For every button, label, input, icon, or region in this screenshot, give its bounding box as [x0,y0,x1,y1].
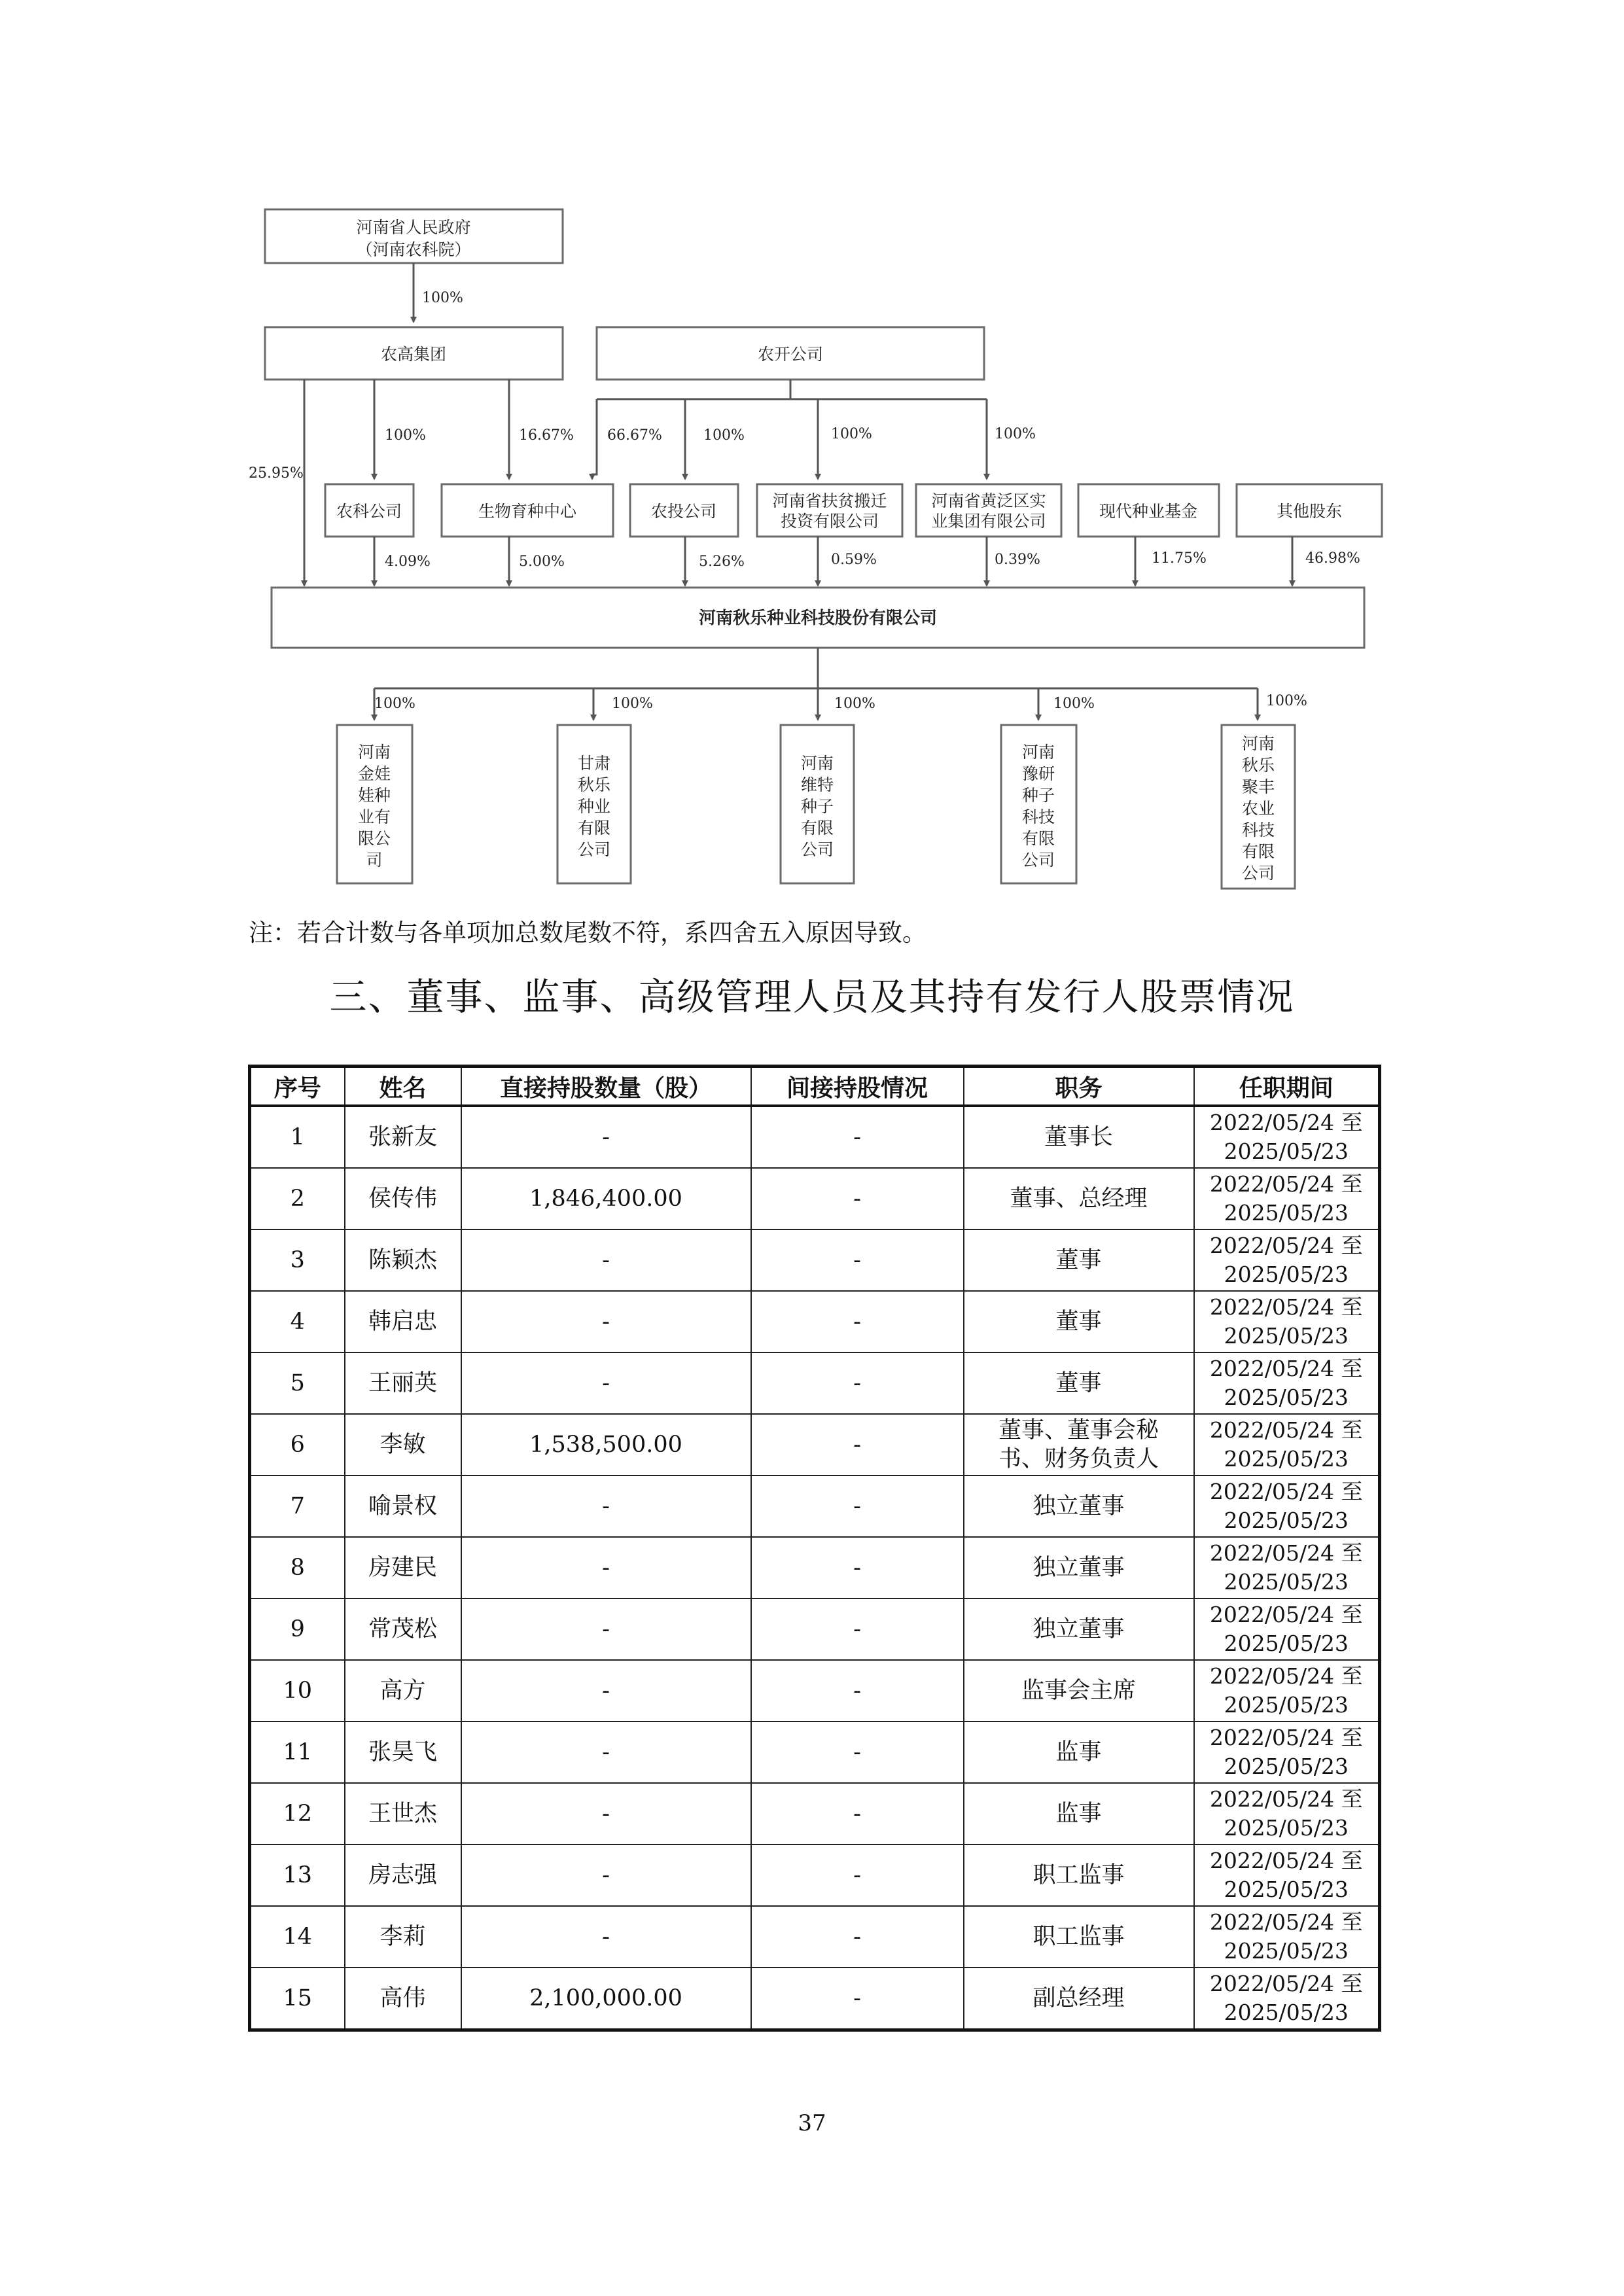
term-start: 2022/05/24 至 [1209,1602,1363,1627]
table-header-row [250,1067,1380,1106]
cell-position [964,1352,1194,1414]
cell-term [1194,1168,1380,1229]
node-subsidiary-4 [1001,725,1076,883]
node-subsidiary-3 [781,725,854,883]
cell-direct-holding: - [461,1537,751,1598]
term-end: 2025/05/23 [1224,2000,1349,2025]
cell-term [1194,1906,1380,1968]
node-nongkai-label: 农开公司 [757,345,824,364]
cell-no: 3 [250,1229,345,1291]
page-number: 37 [798,2110,826,2136]
cell-direct-holding: - [461,1660,751,1722]
sub-1-line-3: 娃种 [357,786,391,805]
cell-position [964,1229,1194,1291]
cell-indirect-holding: - [751,1291,964,1352]
sub-3-line-2: 维特 [800,775,834,794]
cell-direct-holding: - [461,1722,751,1783]
table-row [250,1352,1380,1414]
cell-term [1194,1475,1380,1537]
term-end: 2025/05/23 [1224,1938,1349,1964]
cell-direct-holding: 2,100,000.00 [461,1968,751,2030]
cell-term [1194,1106,1380,1168]
node-subsidiary-2 [557,725,631,883]
cell-direct-holding: 1,846,400.00 [461,1168,751,1229]
cell-term [1194,1660,1380,1722]
node-fupin-line2: 投资有限公司 [780,512,879,531]
sub-2-line-1: 甘肃 [577,754,611,773]
cell-name: 陈颖杰 [345,1229,461,1291]
cell-no: 4 [250,1291,345,1352]
cell-term [1194,1845,1380,1906]
cell-indirect-holding: - [751,1352,964,1414]
pct-sub-2: 100% [612,696,653,712]
pct-sub-4: 100% [1053,696,1095,712]
node-nongkai [597,327,984,380]
term-start: 2022/05/24 至 [1209,1971,1363,1996]
sub-1-line-5: 限公 [357,829,391,848]
node-nonggao-group-label: 农高集团 [380,345,447,364]
cell-direct-holding: - [461,1845,751,1906]
cell-indirect-holding: - [751,1906,964,1968]
cell-term [1194,1229,1380,1291]
sub-4-line-5: 有限 [1021,829,1055,848]
term-start: 2022/05/24 至 [1209,1356,1363,1381]
sub-5-line-2: 秋乐 [1241,756,1275,775]
header-direct-holding: 直接持股数量（股） [461,1067,751,1106]
term-end: 2025/05/23 [1224,1446,1349,1472]
term-start: 2022/05/24 至 [1209,1294,1363,1320]
node-nongke [325,484,414,537]
pct-bio-to-issuer: 5.00% [519,554,565,570]
cell-indirect-holding: - [751,1968,964,2030]
node-subsidiary-5 [1222,725,1295,889]
cell-direct-holding: - [461,1475,751,1537]
cell-direct-holding: - [461,1291,751,1352]
sub-4-line-4: 科技 [1021,807,1055,826]
header-name: 姓名 [345,1067,461,1106]
header-no: 序号 [250,1067,345,1106]
table-row [250,1229,1380,1291]
cell-position [964,1537,1194,1598]
term-end: 2025/05/23 [1224,1815,1349,1841]
sub-5-line-1: 河南 [1241,734,1275,753]
sub-2-line-4: 有限 [577,819,611,838]
pct-nongkai-to-bio: 66.67% [607,427,662,444]
sub-5-line-3: 聚丰 [1241,777,1275,796]
cell-indirect-holding: - [751,1660,964,1722]
cell-term [1194,1291,1380,1352]
pct-huangfan-to-issuer: 0.39% [995,552,1040,568]
node-henan-government-line1: 河南省人民政府 [356,218,471,237]
position-line: 监事 [1055,1801,1102,1827]
node-others-label: 其他股东 [1276,502,1343,521]
sub-1-line-1: 河南 [357,743,391,762]
cell-no: 13 [250,1845,345,1906]
sub-2-line-3: 种业 [577,797,611,816]
term-start: 2022/05/24 至 [1209,1786,1363,1812]
header-term: 任职期间 [1194,1067,1380,1106]
term-end: 2025/05/23 [1224,1200,1349,1226]
cell-direct-holding: - [461,1352,751,1414]
sub-2-line-2: 秋乐 [577,775,611,794]
table-row [250,1783,1380,1845]
pct-fund-to-issuer: 11.75% [1152,550,1207,567]
edge-nongkai-bus-left [597,380,790,399]
cell-no: 11 [250,1722,345,1783]
cell-term [1194,1352,1380,1414]
pct-group-to-nongke: 100% [385,427,426,444]
node-nongtou-label: 农投公司 [650,502,717,521]
term-start: 2022/05/24 至 [1209,1909,1363,1935]
node-huangfan-group [916,484,1061,537]
cell-indirect-holding: - [751,1537,964,1598]
table-row [250,1968,1380,2030]
table-row [250,1845,1380,1906]
holdings-table-body [250,1106,1380,2030]
cell-position [964,1475,1194,1537]
pct-group-to-bio: 16.67% [519,427,574,444]
table-row [250,1722,1380,1783]
cell-term [1194,1537,1380,1598]
cell-position [964,1845,1194,1906]
position-line: 独立董事 [1033,1616,1125,1642]
term-end: 2025/05/23 [1224,1692,1349,1718]
cell-name: 高伟 [345,1968,461,2030]
cell-name: 王世杰 [345,1783,461,1845]
sub-3-line-3: 种子 [800,797,834,816]
position-line: 独立董事 [1033,1555,1125,1581]
term-start: 2022/05/24 至 [1209,1233,1363,1258]
position-line: 书、财务负责人 [998,1446,1159,1472]
cell-direct-holding: - [461,1598,751,1660]
position-line: 职工监事 [1033,1862,1125,1888]
node-other-shareholders [1237,484,1382,537]
cell-no: 12 [250,1783,345,1845]
node-nongke-label: 农科公司 [336,502,402,521]
cell-no: 7 [250,1475,345,1537]
cell-no: 1 [250,1106,345,1168]
node-fupin-line1: 河南省扶贫搬迁 [772,491,887,510]
ownership-structure-diagram [0,0,1624,903]
cell-name: 王丽英 [345,1352,461,1414]
pct-nongtou-to-issuer: 5.26% [699,554,745,570]
term-end: 2025/05/23 [1224,1385,1349,1410]
position-line: 独立董事 [1033,1493,1125,1519]
term-start: 2022/05/24 至 [1209,1848,1363,1873]
cell-indirect-holding: - [751,1414,964,1475]
cell-term [1194,1968,1380,2030]
table-row [250,1168,1380,1229]
cell-term [1194,1598,1380,1660]
term-start: 2022/05/24 至 [1209,1540,1363,1566]
sub-4-line-2: 豫研 [1021,764,1055,783]
holdings-table-wrapper [248,1065,1378,2032]
pct-nongkai-to-huangfan: 100% [995,426,1036,442]
section-heading: 三、董事、监事、高级管理人员及其持有发行人股票情况 [329,976,1295,1019]
cell-no: 10 [250,1660,345,1722]
cell-direct-holding: - [461,1906,751,1968]
position-line: 副总经理 [1033,1985,1125,2011]
cell-name: 房建民 [345,1537,461,1598]
cell-position [964,1722,1194,1783]
cell-no: 9 [250,1598,345,1660]
sub-4-line-3: 种子 [1021,786,1055,805]
cell-position [964,1168,1194,1229]
sub-5-line-6: 有限 [1241,842,1275,861]
cell-name: 侯传伟 [345,1168,461,1229]
cell-indirect-holding: - [751,1598,964,1660]
sub-4-line-1: 河南 [1021,743,1055,762]
node-bio-label: 生物育种中心 [478,502,577,521]
cell-name: 喻景权 [345,1475,461,1537]
cell-indirect-holding: - [751,1475,964,1537]
term-start: 2022/05/24 至 [1209,1663,1363,1689]
pct-others-to-issuer: 46.98% [1305,550,1360,567]
cell-name: 高方 [345,1660,461,1722]
cell-no: 2 [250,1168,345,1229]
term-end: 2025/05/23 [1224,1139,1349,1164]
pct-group-to-issuer: 25.95% [249,465,304,482]
node-modern-seed-fund [1078,484,1219,537]
node-issuer [272,588,1364,648]
node-nongtou [630,484,738,537]
sub-1-line-4: 业有 [357,807,391,826]
sub-5-line-7: 公司 [1241,864,1275,883]
cell-name: 韩启忠 [345,1291,461,1352]
table-row [250,1291,1380,1352]
cell-name: 李敏 [345,1414,461,1475]
node-henan-government-line2: （河南农科院） [356,240,471,259]
position-line: 职工监事 [1033,1924,1125,1950]
pct-government-to-group: 100% [422,290,463,306]
holdings-table [248,1065,1381,2032]
cell-name: 张新友 [345,1106,461,1168]
position-line: 监事 [1055,1739,1102,1765]
edge-nongkai-to-bio [592,399,597,479]
cell-position [964,1291,1194,1352]
table-row [250,1475,1380,1537]
term-end: 2025/05/23 [1224,1631,1349,1656]
term-start: 2022/05/24 至 [1209,1110,1363,1135]
cell-term [1194,1783,1380,1845]
cell-indirect-holding: - [751,1168,964,1229]
sub-3-line-5: 公司 [800,840,834,859]
cell-indirect-holding: - [751,1229,964,1291]
rounding-note: 注：若合计数与各单项加总数尾数不符，系四舍五入原因导致。 [249,919,927,947]
header-position: 职务 [964,1067,1194,1106]
header-indirect-holding: 间接持股情况 [751,1067,964,1106]
term-start: 2022/05/24 至 [1209,1417,1363,1443]
term-end: 2025/05/23 [1224,1877,1349,1902]
cell-position [964,1414,1194,1475]
cell-position [964,1106,1194,1168]
table-row [250,1414,1380,1475]
term-end: 2025/05/23 [1224,1569,1349,1595]
node-subsidiary-1 [337,725,412,883]
position-line: 董事长 [1044,1124,1113,1150]
cell-direct-holding: - [461,1106,751,1168]
cell-no: 14 [250,1906,345,1968]
cell-name: 房志强 [345,1845,461,1906]
cell-indirect-holding: - [751,1845,964,1906]
cell-no: 6 [250,1414,345,1475]
pct-fupin-to-issuer: 0.59% [831,552,877,568]
cell-no: 8 [250,1537,345,1598]
term-end: 2025/05/23 [1224,1262,1349,1287]
table-row [250,1906,1380,1968]
pct-sub-1: 100% [374,696,415,712]
node-huangfan-line1: 河南省黄泛区实 [931,491,1046,510]
position-line: 董事、总经理 [1010,1186,1148,1212]
term-end: 2025/05/23 [1224,1754,1349,1779]
pct-sub-3: 100% [834,696,875,712]
cell-direct-holding: - [461,1783,751,1845]
table-row [250,1598,1380,1660]
pct-sub-5: 100% [1266,693,1307,709]
term-start: 2022/05/24 至 [1209,1171,1363,1197]
pct-nongke-to-issuer: 4.09% [385,554,431,570]
cell-no: 15 [250,1968,345,2030]
cell-name: 李莉 [345,1906,461,1968]
cell-indirect-holding: - [751,1106,964,1168]
position-line: 董事 [1055,1309,1102,1335]
node-issuer-label: 河南秋乐种业科技股份有限公司 [698,609,938,628]
cell-term [1194,1414,1380,1475]
sub-1-line-6: 司 [366,851,383,870]
sub-3-line-1: 河南 [800,754,834,773]
pct-nongkai-to-fupin: 100% [831,426,872,442]
cell-indirect-holding: - [751,1722,964,1783]
node-huangfan-line2: 业集团有限公司 [931,512,1046,531]
position-line: 董事 [1055,1370,1102,1396]
cell-position [964,1783,1194,1845]
term-start: 2022/05/24 至 [1209,1725,1363,1750]
term-end: 2025/05/23 [1224,1323,1349,1349]
sub-2-line-5: 公司 [577,840,611,859]
cell-position [964,1906,1194,1968]
node-nonggao-group [265,327,563,380]
cell-name: 张昊飞 [345,1722,461,1783]
cell-position [964,1598,1194,1660]
term-end: 2025/05/23 [1224,1508,1349,1533]
position-line: 监事会主席 [1021,1678,1136,1704]
cell-indirect-holding: - [751,1783,964,1845]
cell-no: 5 [250,1352,345,1414]
term-start: 2022/05/24 至 [1209,1479,1363,1504]
node-fund-label: 现代种业基金 [1099,502,1198,521]
cell-term [1194,1722,1380,1783]
sub-5-line-5: 科技 [1241,821,1275,839]
position-line: 董事、董事会秘 [998,1417,1159,1443]
pct-nongkai-to-nongtou: 100% [703,427,745,444]
table-row [250,1106,1380,1168]
node-fupin-company [757,484,902,537]
sub-5-line-4: 农业 [1241,799,1275,818]
node-henan-government [265,209,563,263]
cell-position [964,1660,1194,1722]
cell-direct-holding: 1,538,500.00 [461,1414,751,1475]
table-row [250,1537,1380,1598]
cell-position [964,1968,1194,2030]
cell-direct-holding: - [461,1229,751,1291]
table-row [250,1660,1380,1722]
node-bio-breeding-center [442,484,613,537]
sub-4-line-6: 公司 [1021,851,1055,870]
sub-3-line-4: 有限 [800,819,834,838]
position-line: 董事 [1055,1247,1102,1273]
sub-1-line-2: 金娃 [357,764,391,783]
cell-name: 常茂松 [345,1598,461,1660]
